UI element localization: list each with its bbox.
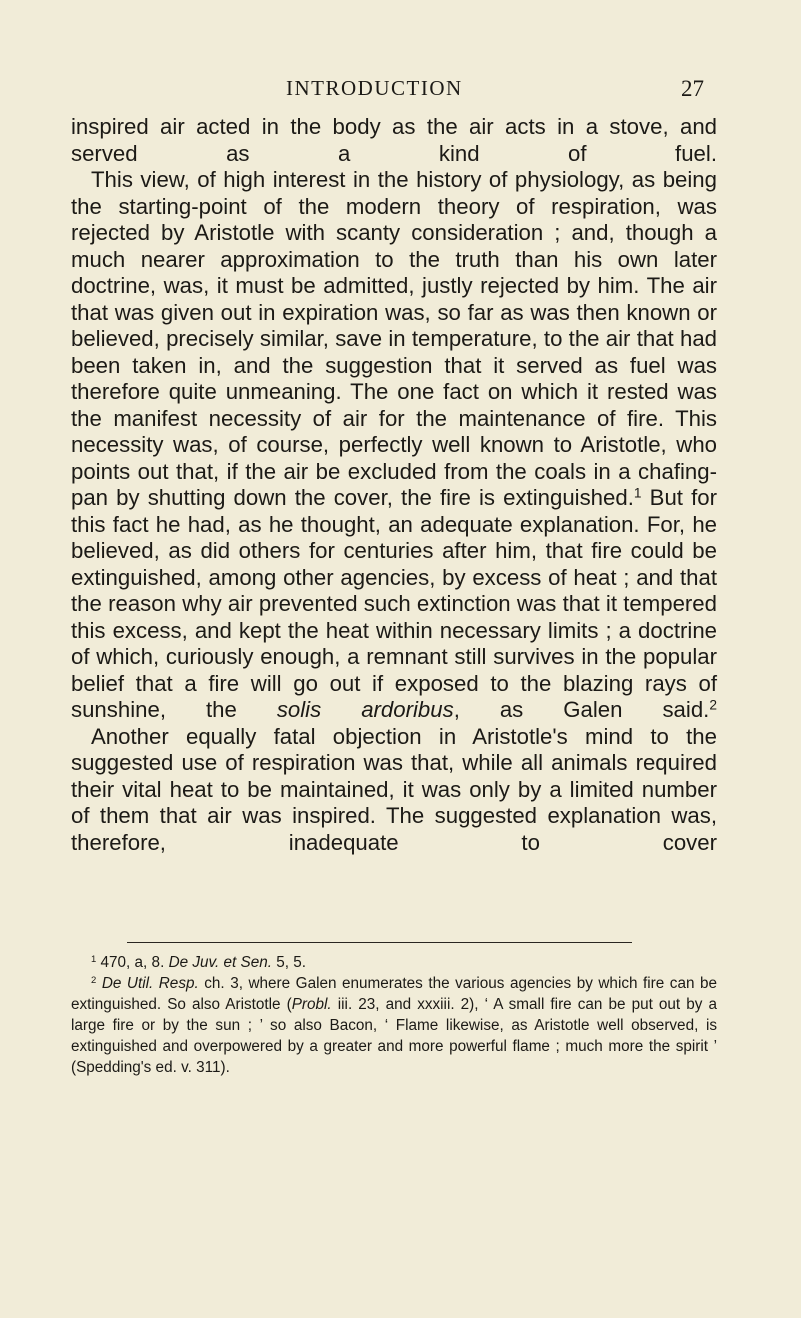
body-text <box>71 114 717 856</box>
footnote-1-text-a: 470, a, 8. <box>96 954 169 971</box>
footnote-2 <box>71 973 717 1078</box>
page-number: 27 <box>681 76 704 101</box>
footnote-2-text-a: ch. 3, where Galen enumerates the various agencies by which fire can be extinguished. So also Aristotle ( <box>71 975 718 1013</box>
paragraph-3-text: Another equally fatal objection in Aristotle's mind to the suggested use of respiration was that, while all animals required their vital heat to be maintained, it was only by a limited number of them that air was inspired. The suggested explanation was, therefore, inadequate to cover <box>71 723 717 855</box>
footnote-1-italic: De Juv. et Sen. <box>168 954 273 971</box>
footnote-2-italic-a: De Util. Resp. <box>101 975 199 992</box>
footnote-1-text-b: 5, 5. <box>272 954 307 971</box>
footnote-ref-2: 2 <box>709 697 717 713</box>
footnote-2-italic-b: Probl. <box>291 996 332 1013</box>
paragraph-2-italic: solis ardoribus <box>276 697 454 722</box>
footnote-2-text-b: iii. 23, and xxxiii. 2), ‘ A small fire can be put out by a large fire or by the sun ; ’ so also Bacon, ‘ Flame likewise, as Aristotle well observed, is extinguished and overpowered by a greater and more powerful flame ; much more the spirit ’ (Spedding's ed. v. 311). <box>71 996 717 1076</box>
footnote-ref-1: 1 <box>633 485 642 501</box>
footnote-divider <box>127 942 632 943</box>
paragraph-2-text-a: This view, of high interest in the history of physiology, as being the starting-point of the modern theory of respiration, was rejected by Aristotle with scanty consideration ; and, though a much nearer approximation to the truth than his own later doctrine, was, it must be admitted, justly rejected by him. The air that was given out in expiration was, so far as was then known or believed, precisely similar, save in temperature, to the air that had been taken in, and the suggestion that it served as fuel was therefore quite unmeaning. The one fact on which it rested was the manifest necessity of air for the maintenance of fire. This necessity was, of course, perfectly well known to Aristotle, who points out that, if the air be excluded from the coals in a chafing-pan by shutting down the cover, the fire is extinguished. <box>71 167 717 510</box>
paragraph-2-text-c: , as Galen said. <box>453 697 710 722</box>
paragraph-3 <box>71 724 717 857</box>
footnote-1-number: 1 <box>91 953 97 965</box>
paragraph-1 <box>71 114 717 167</box>
page-header <box>0 76 801 106</box>
paragraph-1-text: inspired air acted in the body as the air acts in a stove, and served as a kind of fuel. <box>71 114 717 166</box>
footnotes <box>71 952 717 1078</box>
paragraph-2 <box>71 167 717 724</box>
paragraph-2-text-b: But for this fact he had, as he thought, an adequate explanation. For, he believed, as did others for centuries after him, that fire could be extinguished, among other agencies, by excess of heat ; and that the reason why air prevented such extinction was that it tempered this excess, and kept the heat within necessary limits ; a doctrine of which, curiously enough, a remnant still survives in the popular belief that a fire will go out if exposed to the blazing rays of sunshine, the <box>71 485 717 722</box>
footnote-2-number: 2 <box>91 974 97 986</box>
running-head: INTRODUCTION <box>286 76 463 100</box>
footnote-1 <box>71 952 717 973</box>
